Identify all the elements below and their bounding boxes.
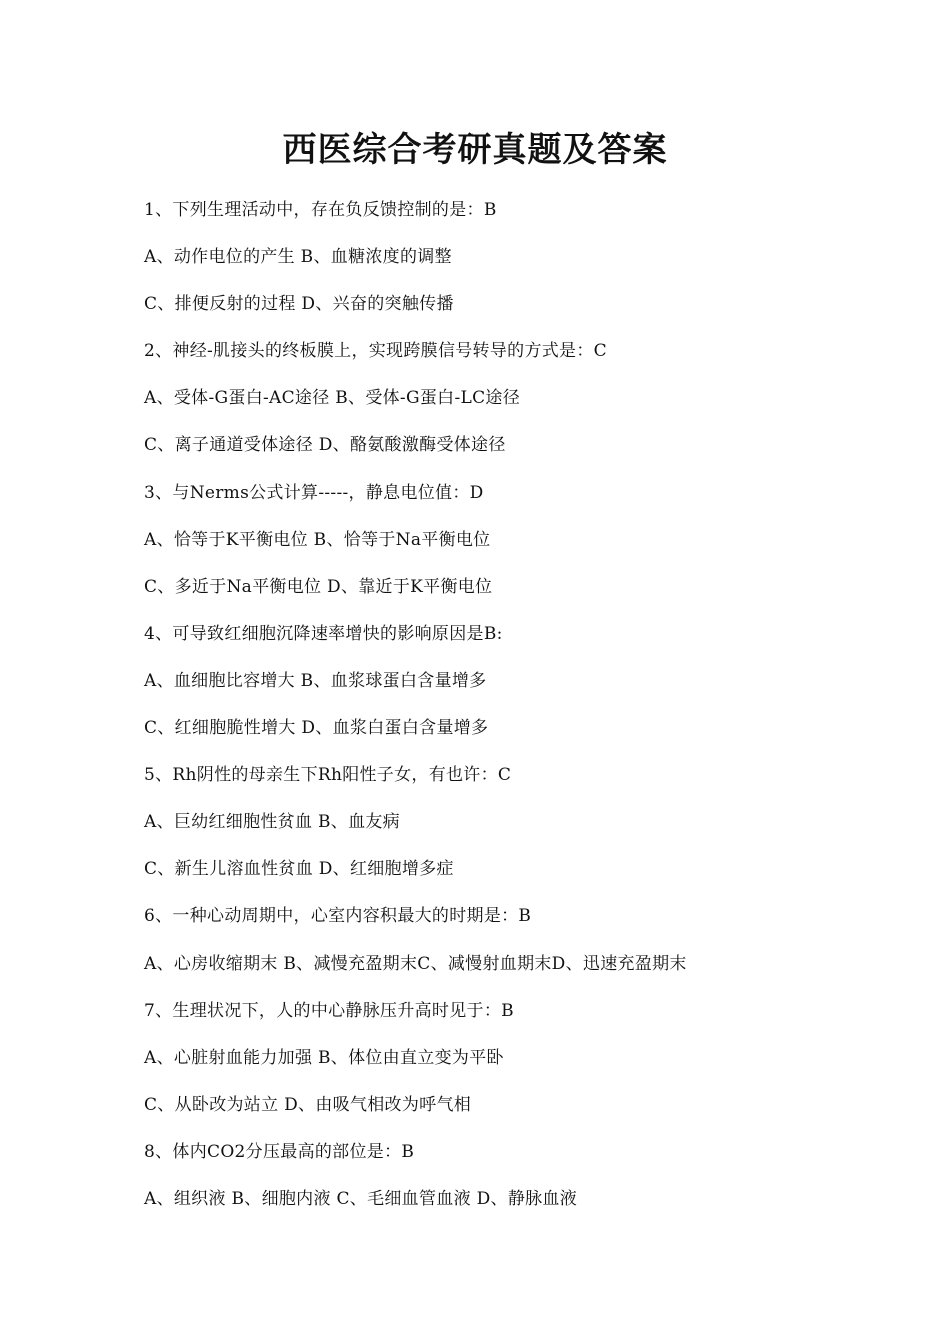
question-line: 7、生理状况下，人的中心静脉压升高时见于：B xyxy=(144,1000,514,1021)
question-line: 4、可导致红细胞沉降速率增快的影响原因是B: xyxy=(144,623,503,644)
option-line: A、心房收缩期末 B、减慢充盈期末C、减慢射血期末D、迅速充盈期末 xyxy=(144,953,687,974)
question-line: 1、下列生理活动中，存在负反馈控制的是：B xyxy=(144,200,497,220)
option-line: C、从卧改为站立 D、由吸气相改为呼气相 xyxy=(144,1094,472,1115)
option-line: C、新生儿溶血性贫血 D、红细胞增多症 xyxy=(144,859,454,880)
option-line: A、动作电位的产生 B、血糖浓度的调整 xyxy=(144,247,452,268)
question-list xyxy=(144,196,924,1232)
option-line: A、恰等于K平衡电位 B、恰等于Na平衡电位 xyxy=(144,529,491,550)
option-line: A、受体-G蛋白-AC途径 B、受体-G蛋白-LC途径 xyxy=(144,388,520,409)
question-line: 2、神经-肌接头的终板膜上，实现跨膜信号转导的方式是：C xyxy=(144,341,607,362)
option-line: C、离子通道受体途径 D、酪氨酸激酶受体途径 xyxy=(144,435,506,456)
option-line: C、排便反射的过程 D、兴奋的突触传播 xyxy=(144,294,454,315)
option-line: A、组织液 B、细胞内液 C、毛细血管血液 D、静脉血液 xyxy=(144,1188,578,1209)
option-line: A、血细胞比容增大 B、血浆球蛋白含量增多 xyxy=(144,670,487,691)
question-line: 8、体内CO2分压最高的部位是：B xyxy=(144,1141,415,1162)
question-line: 3、与Nerms公式计算-----，静息电位值：D xyxy=(144,482,484,503)
option-line: C、红细胞脆性增大 D、血浆白蛋白含量增多 xyxy=(144,718,489,739)
option-line: A、心脏射血能力加强 B、体位由直立变为平卧 xyxy=(144,1047,504,1068)
question-line: 5、Rh阴性的母亲生下Rh阳性子女，有也许：C xyxy=(144,765,512,786)
option-line: C、多近于Na平衡电位 D、靠近于K平衡电位 xyxy=(144,576,493,597)
page-title: 西医综合考研真题及答案 xyxy=(282,130,668,170)
option-line: A、巨幼红细胞性贫血 B、血友病 xyxy=(144,812,400,833)
question-line: 6、一种心动周期中，心室内容积最大的时期是：B xyxy=(144,906,532,927)
